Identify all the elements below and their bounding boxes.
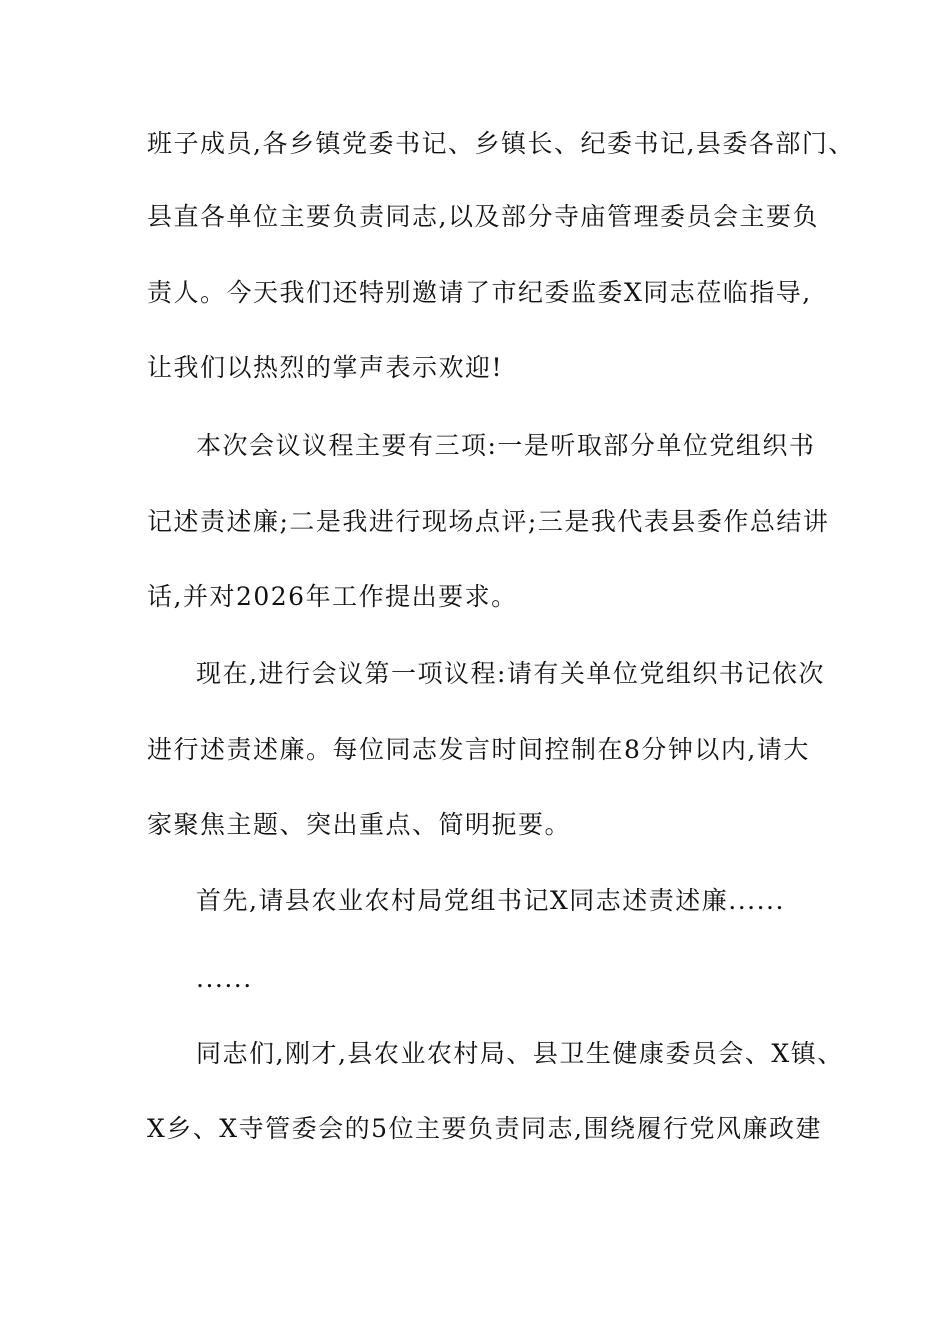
paragraph-agenda-line-2: 记述责述廉;二是我进行现场点评;三是我代表县委作总结讲	[147, 507, 830, 536]
text-line-3: 责人。今天我们还特别邀请了市纪委监委X同志莅临指导,	[147, 278, 812, 307]
paragraph-summary-line-1: 同志们,刚才,县农业农村局、县卫生健康委员会、X镇、	[196, 1039, 844, 1068]
paragraph-first-item-line-3: 家聚焦主题、突出重点、简明扼要。	[147, 810, 572, 839]
paragraph-first-item-line-1: 现在,进行会议第一项议程:请有关单位党组织书记依次	[196, 659, 825, 688]
text-line-2: 县直各单位主要负责同志,以及部分寺庙管理委员会主要负	[147, 202, 819, 231]
text-line-1: 班子成员,各乡镇党委书记、乡镇长、纪委书记,县委各部门、	[147, 129, 855, 158]
paragraph-first-item-line-2: 进行述责述廉。每位同志发言时间控制在8分钟以内,请大	[147, 735, 810, 764]
text-line-4: 让我们以热烈的掌声表示欢迎!	[147, 353, 504, 382]
ellipsis-line: ......	[196, 964, 253, 993]
paragraph-agenda-line-1: 本次会议议程主要有三项:一是听取部分单位党组织书	[196, 431, 816, 460]
paragraph-agenda-line-3: 话,并对2026年工作提出要求。	[147, 582, 518, 611]
paragraph-first-speaker: 首先,请县农业农村局党组书记X同志述责述廉......	[196, 886, 785, 915]
paragraph-summary-line-2: X乡、X寺管委会的5位主要负责同志,围绕履行党风廉政建	[147, 1114, 822, 1143]
